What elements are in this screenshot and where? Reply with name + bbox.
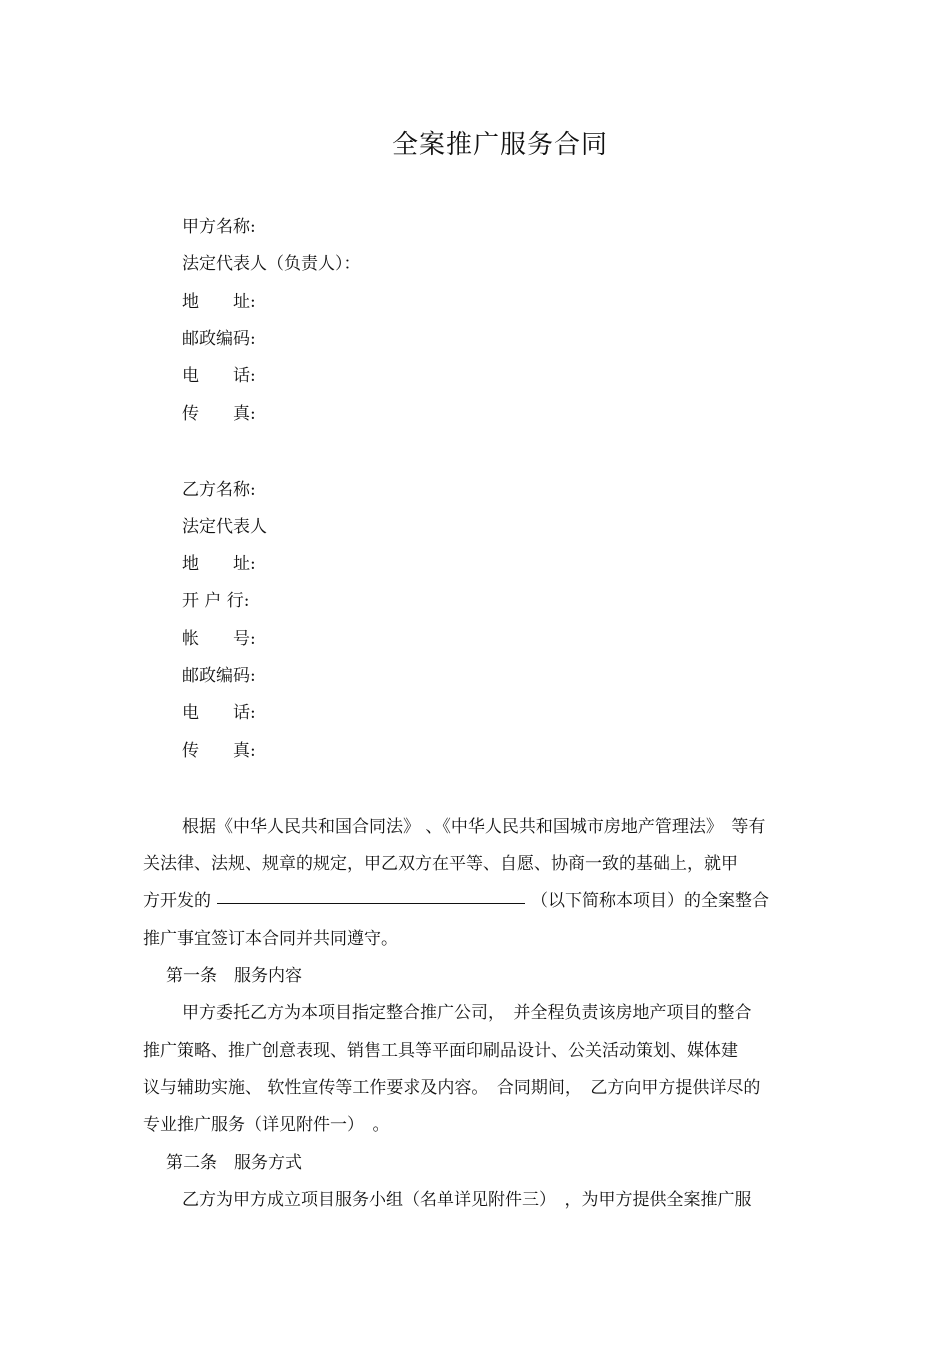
party-b-name-label: 乙方名称: bbox=[182, 480, 256, 500]
party-a-phone-label: 电 话: bbox=[182, 366, 256, 386]
article-2-heading: 第二条 服务方式 bbox=[166, 1153, 302, 1173]
paragraph-1-line-3 bbox=[143, 886, 769, 911]
article-1-heading: 第一条 服务内容 bbox=[166, 966, 302, 986]
party-a-fax-label: 传 真: bbox=[182, 404, 256, 424]
party-b-legal-rep-label: 法定代表人 bbox=[182, 517, 267, 537]
party-b-account-label: 帐 号: bbox=[182, 629, 256, 649]
party-a-legal-rep-label: 法定代表人（负责人）： bbox=[182, 254, 361, 274]
party-a-postcode-label: 邮政编码: bbox=[182, 329, 256, 349]
party-b-bank-label: 开 户 行: bbox=[182, 591, 250, 611]
paragraph-1-line-2: 关法律、法规、规章的规定，甲乙双方在平等、自愿、协商一致的基础上，就甲 bbox=[143, 854, 738, 874]
article-1-line-2: 推广策略、推广创意表现、销售工具等平面印刷品设计、公关活动策划、媒体建 bbox=[143, 1041, 738, 1061]
paragraph-1-line-3-start: 方开发的 bbox=[143, 891, 211, 911]
party-a-name-label: 甲方名称: bbox=[182, 217, 256, 237]
party-b-fax-label: 传 真: bbox=[182, 741, 256, 761]
article-2-line-1: 乙方为甲方成立项目服务小组（名单详见附件三） ，为甲方提供全案推广服 bbox=[182, 1190, 752, 1210]
party-b-address-label: 地 址: bbox=[182, 554, 256, 574]
paragraph-1-line-3-end: （以下简称本项目）的全案整合 bbox=[531, 891, 769, 911]
document-title: 全案推广服务合同 bbox=[391, 130, 608, 160]
paragraph-1-line-1: 根据《中华人民共和国合同法》 、《中华人民共和国城市房地产管理法》 等有 bbox=[182, 817, 766, 837]
paragraph-1-line-4: 推广事宜签订本合同并共同遵守。 bbox=[143, 929, 398, 949]
article-1-line-1: 甲方委托乙方为本项目指定整合推广公司， 并全程负责该房地产项目的整合 bbox=[182, 1003, 752, 1023]
article-1-line-3: 议与辅助实施、 软性宣传等工作要求及内容。 合同期间， 乙方向甲方提供详尽的 bbox=[143, 1078, 761, 1098]
party-b-postcode-label: 邮政编码: bbox=[182, 666, 256, 686]
party-b-phone-label: 电 话: bbox=[182, 703, 256, 723]
project-name-blank bbox=[217, 902, 525, 904]
party-a-address-label: 地 址: bbox=[182, 292, 256, 312]
article-1-line-4: 专业推广服务（详见附件一） 。 bbox=[143, 1115, 390, 1135]
